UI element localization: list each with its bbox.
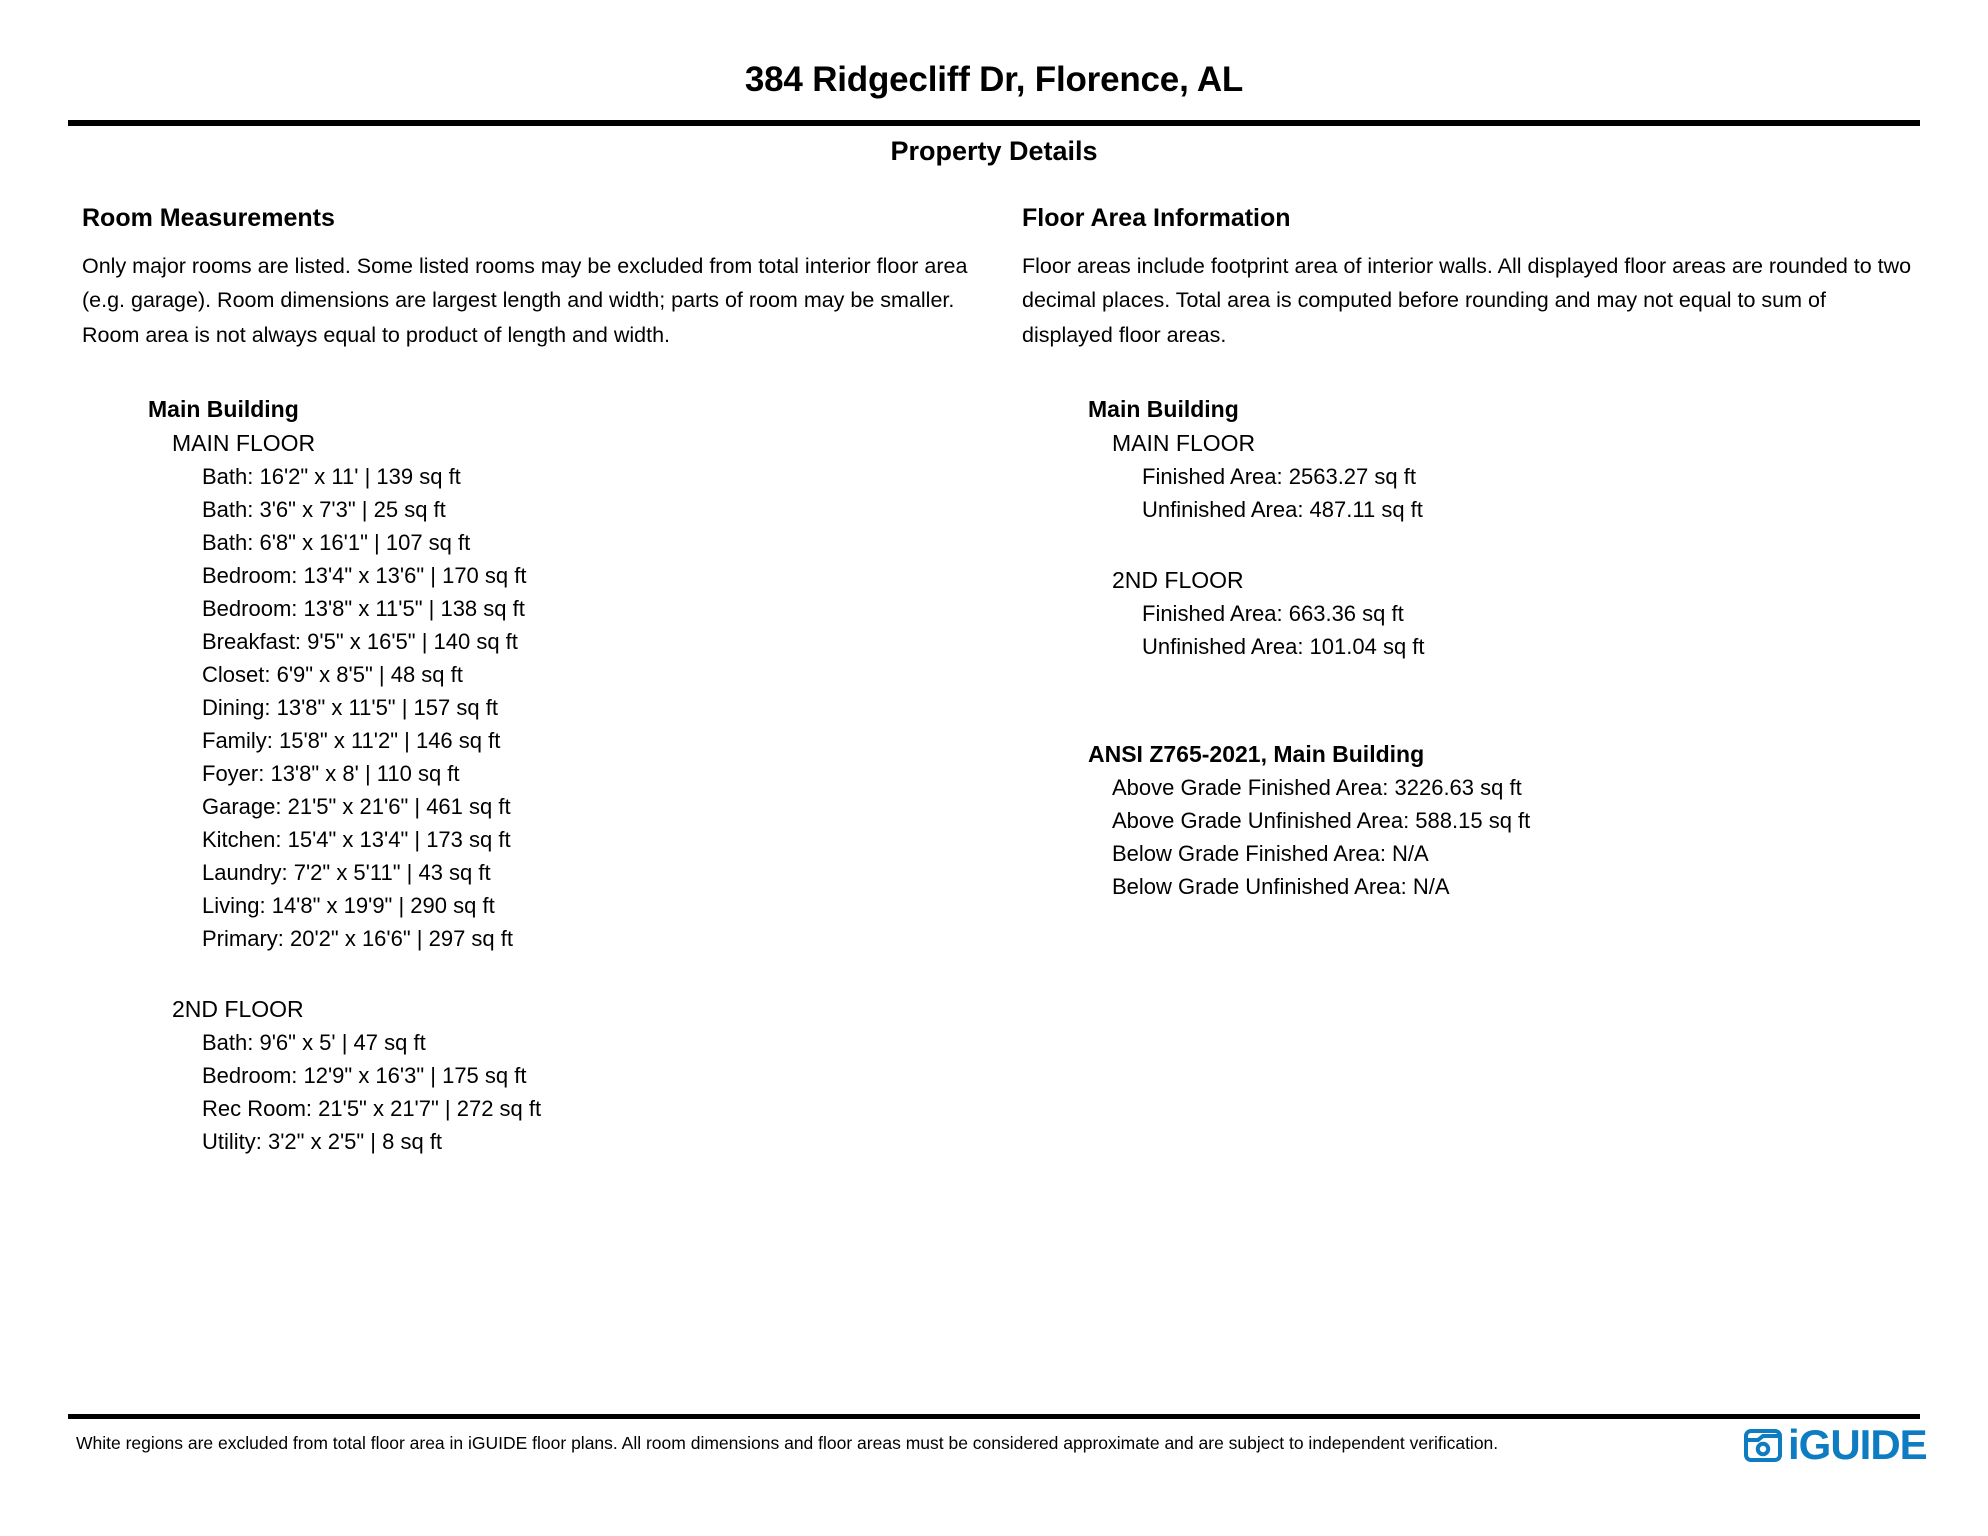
room-measurements-tree: [82, 395, 982, 1154]
ansi-entry: Below Grade Unfinished Area: N/A: [1112, 873, 1450, 899]
room-entry: Breakfast: 9'5" x 16'5" | 140 sq ft: [202, 628, 518, 654]
room-entry: Primary: 20'2" x 16'6" | 297 sq ft: [202, 925, 513, 951]
building-name: Main Building: [148, 395, 299, 422]
iguide-logo: [1743, 1423, 1927, 1467]
floor-group-second: [82, 995, 982, 1154]
room-entry: Foyer: 13'8" x 8' | 110 sq ft: [202, 760, 460, 786]
room-entry: Rec Room: 21'5" x 21'7" | 272 sq ft: [202, 1095, 542, 1121]
floor-area-note: Floor areas include footprint area of interior walls. All displayed floor areas are rounded to two decimal places. Total area is computed before rounding and may not equal to sum of displayed floor areas.: [1022, 253, 1912, 348]
room-entry: Bath: 16'2" x 11' | 139 sq ft: [202, 463, 461, 489]
area-entry: Unfinished Area: 101.04 sq ft: [1142, 633, 1425, 659]
room-entry: Bedroom: 13'8" x 11'5" | 138 sq ft: [202, 595, 525, 621]
ansi-entry: Below Grade Finished Area: N/A: [1112, 840, 1429, 866]
iguide-wordmark: iGUIDE: [1788, 1421, 1927, 1468]
ansi-entry: Above Grade Finished Area: 3226.63 sq ft: [1112, 774, 1522, 800]
area-entry: Unfinished Area: 487.11 sq ft: [1142, 496, 1423, 522]
page-subtitle: Property Details: [890, 136, 1098, 166]
ansi-group: [1022, 740, 1922, 899]
room-entry: Dining: 13'8" x 11'5" | 157 sq ft: [202, 694, 498, 720]
floor-name: MAIN FLOOR: [1112, 429, 1256, 456]
camera-icon: [1743, 1425, 1783, 1465]
area-entry: Finished Area: 2563.27 sq ft: [1142, 463, 1416, 489]
room-entry: Bath: 6'8" x 16'1" | 107 sq ft: [202, 529, 471, 555]
floor-name: 2ND FLOOR: [1112, 566, 1244, 593]
room-measurements-column: [82, 205, 982, 1164]
room-entry: Bath: 9'6" x 5' | 47 sq ft: [202, 1029, 426, 1055]
floor-area-column: [1022, 205, 1922, 909]
room-entry: Living: 14'8" x 19'9" | 290 sq ft: [202, 892, 495, 918]
room-measurements-heading: Room Measurements: [82, 204, 335, 232]
area-entry: Finished Area: 663.36 sq ft: [1142, 600, 1404, 626]
floor-name: MAIN FLOOR: [172, 429, 316, 456]
room-measurements-note: Only major rooms are listed. Some listed rooms may be excluded from total interior floor area (e.g. garage). Room dimensions are largest length and width; parts of room may be smaller. Room area is not always equal to product of length and width.: [82, 253, 968, 348]
room-entry: Kitchen: 15'4" x 13'4" | 173 sq ft: [202, 826, 511, 852]
footer-divider: [68, 1414, 1920, 1419]
room-entry: Laundry: 7'2" x 5'11" | 43 sq ft: [202, 859, 491, 885]
room-entry: Utility: 3'2" x 2'5" | 8 sq ft: [202, 1128, 443, 1154]
area-group-main: [1022, 429, 1922, 522]
room-entry: Bath: 3'6" x 7'3" | 25 sq ft: [202, 496, 446, 522]
ansi-heading: ANSI Z765-2021, Main Building: [1088, 740, 1425, 767]
room-entry: Bedroom: 12'9" x 16'3" | 175 sq ft: [202, 1062, 527, 1088]
room-entry: Family: 15'8" x 11'2" | 146 sq ft: [202, 727, 501, 753]
floor-area-heading: Floor Area Information: [1022, 204, 1291, 232]
floor-area-tree: [1022, 395, 1922, 899]
building-name: Main Building: [1088, 395, 1239, 422]
footer-disclaimer: White regions are excluded from total floor area in iGUIDE floor plans. All room dimensions and floor areas must be considered approximate and are subject to independent verification.: [76, 1433, 1499, 1453]
header-divider: [68, 120, 1920, 126]
room-entry: Closet: 6'9" x 8'5" | 48 sq ft: [202, 661, 463, 687]
room-entry: Garage: 21'5" x 21'6" | 461 sq ft: [202, 793, 511, 819]
floor-group-main: [82, 429, 982, 951]
ansi-spacer: [1022, 669, 1922, 743]
floor-name: 2ND FLOOR: [172, 995, 304, 1022]
room-entry: Bedroom: 13'4" x 13'6" | 170 sq ft: [202, 562, 527, 588]
area-group-second: [1022, 566, 1922, 659]
floor-spacer: [1022, 532, 1922, 569]
floor-spacer: [82, 961, 982, 998]
ansi-entry: Above Grade Unfinished Area: 588.15 sq ft: [1112, 807, 1531, 833]
page-title: 384 Ridgecliff Dr, Florence, AL: [744, 60, 1244, 99]
